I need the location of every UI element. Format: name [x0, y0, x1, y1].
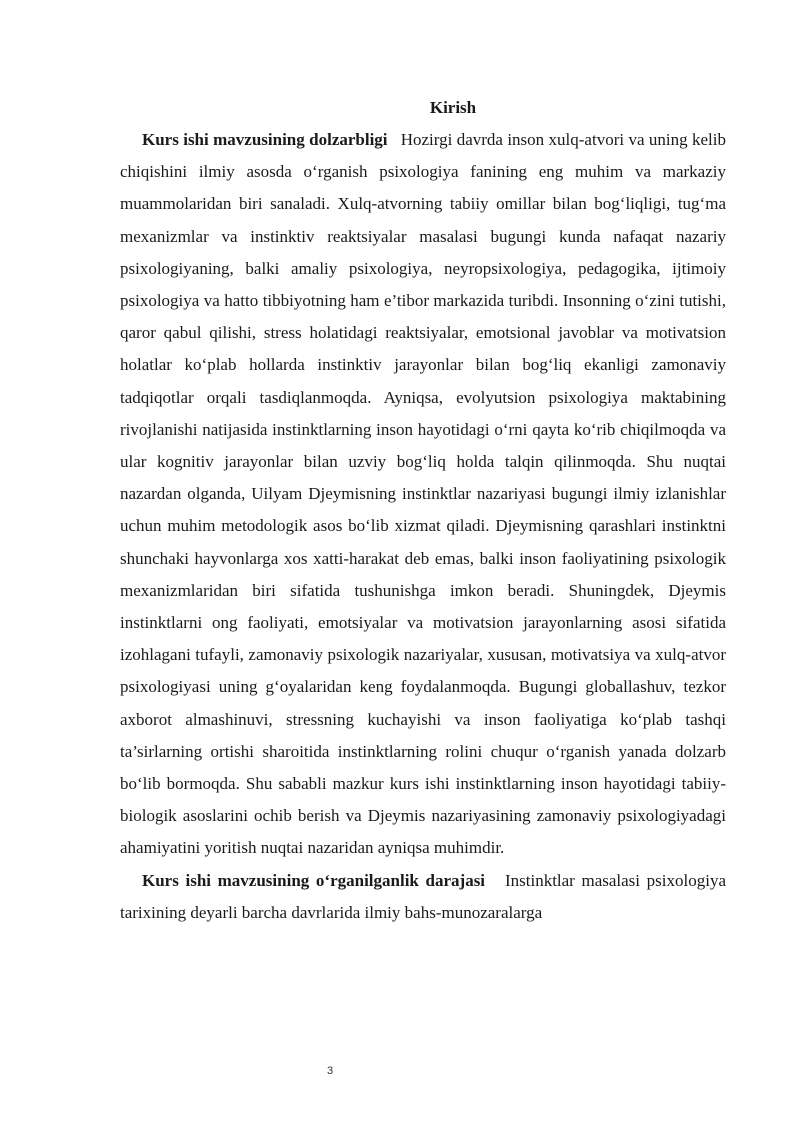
- paragraph-lead: Kurs ishi mavzusining o‘rganilganlik darajasi: [142, 870, 486, 890]
- paragraph-relevance: [120, 124, 726, 865]
- page-number: 3: [326, 1065, 334, 1077]
- paragraph-text: Instinktlar masalasi psixologiya tarixining deyarli barcha davrlarida ilmiy bahs-munozaralarga: [120, 870, 727, 922]
- section-heading: Kirish: [429, 98, 477, 117]
- paragraph-study-level: [120, 865, 726, 929]
- document-page: [120, 92, 726, 929]
- paragraph-text: Hozirgi davrda inson xulq-atvori va uning kelib chiqishini ilmiy asosda o‘rganish psixologiya fanining eng muhim va markaziy muammolaridan biri sanaladi. Xulq-atvorning tabiiy omillar bilan bog‘liqligi, tug‘ma mexanizmlar va instinktiv reaktsiyalar masalasi bugungi kunda nafaqat nazariy psixologiyaning, balki amaliy psixologiya, neyropsixologiya, pedagogika, ijtimoiy psixologiya va hatto tibbiyotning ham e’tibor markazida turibdi. Insonning o‘zini tutishi, qaror qabul qilishi, stress holatidagi reaktsiyalar, emotsional javoblar va motivatsion holatlar ko‘plab hollarda instinktiv jarayonlar bilan bog‘liq ekanligi zamonaviy tadqiqotlar orqali tasdiqlanmoqda. Ayniqsa, evolyutsion psixologiya maktabining rivojlanishi natijasida instinktlarning inson hayotidagi o‘rni qayta ko‘rib chiqilmoqda va ular kognitiv jarayonlar bilan uzviy bog‘liq holda talqin qilinmoqda. Shu nuqtai nazardan olganda, Uilyam Djeymisning instinktlar nazariyasi bugungi ilmiy izlanishlar uchun muhim metodologik asos bo‘lib xizmat qiladi. Djeymisning qarashlari instinktni shunchaki hayvonlarga xos xatti-harakat deb emas, balki inson faoliyatining psixologik mexanizmlaridan biri sifatida tushunishga imkon beradi. Shuningdek, Djeymis instinktlarni ong faoliyati, emotsiyalar va motivatsion jarayonlarning asosi sifatida izohlagani tufayli, zamonaviy psixologik nazariyalar, xususan, motivatsiya va xulq-atvor psixologiyasi uning g‘oyalaridan keng foydalanmoqda. Bugungi globallashuv, tezkor axborot almashinuvi, stressning kuchayishi va inson faoliyatiga ko‘plab tashqi ta’sirlarning ortishi sharoitida instinktlarning rolini chuqur o‘rganish yanada dolzarb bo‘lib bormoqda. Shu sababli mazkur kurs ishi instinktlarning inson hayotidagi tabiiy-biologik asoslarini ochib berish va Djeymis nazariyasining zamonaviy psixologiyadagi ahamiyatini yoritish nuqtai nazaridan ayniqsa muhimdir.: [120, 130, 726, 858]
- paragraph-lead: Kurs ishi mavzusining dolzarbligi: [142, 130, 388, 149]
